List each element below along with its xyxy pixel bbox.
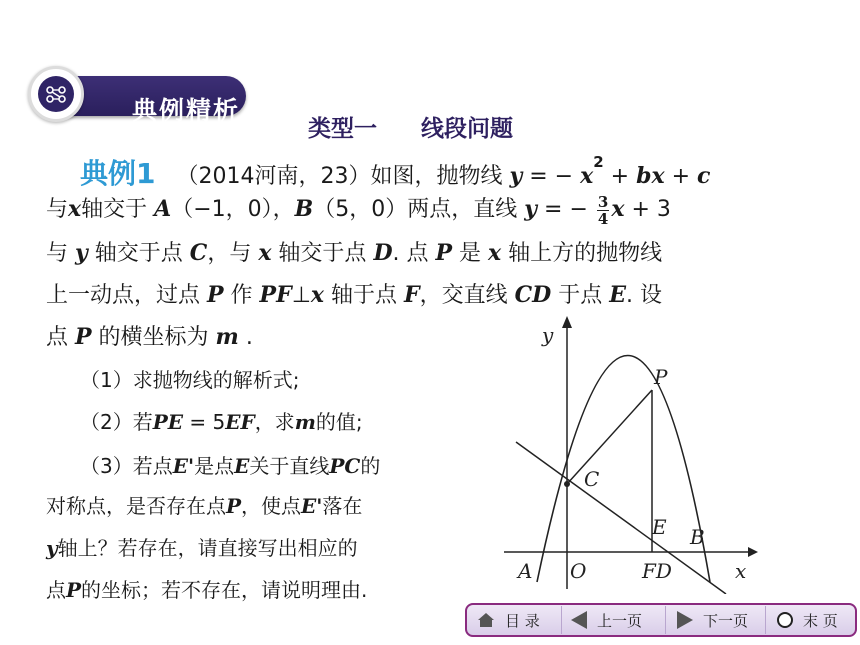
math-var: P: [226, 494, 242, 518]
label-point-a: A: [518, 559, 533, 583]
nav-separator: [765, 606, 766, 634]
example-label: 典例1: [80, 157, 156, 190]
math-var: y: [75, 240, 88, 266]
nav-separator: [561, 606, 562, 634]
last-page-label: 末 页: [803, 611, 838, 630]
text: 点: [46, 325, 75, 350]
last-page-button[interactable]: [777, 607, 838, 633]
problem-line-1: [80, 152, 710, 192]
text: ，使点: [241, 494, 302, 518]
text: +: [603, 164, 637, 189]
question-3-line-4: [46, 574, 367, 603]
label-point-e: E: [652, 515, 667, 539]
math-var: E': [172, 454, 195, 478]
problem-line-5: [46, 320, 253, 351]
text: ，交直线: [419, 283, 515, 308]
problem-line-2: [46, 192, 671, 227]
text: . 设: [626, 283, 663, 308]
section-badge: [28, 66, 250, 124]
math-var: x: [258, 240, 272, 266]
text: ⊥: [291, 283, 311, 308]
math-var: P: [435, 240, 453, 266]
text: +: [664, 164, 698, 189]
next-page-button[interactable]: [677, 607, 748, 633]
topic-label: 线段问题: [421, 116, 513, 142]
label-y-axis: y: [542, 323, 554, 347]
type-label: 类型一: [308, 116, 377, 142]
math-var: x: [580, 163, 594, 189]
arrow-left-icon: [571, 611, 587, 629]
math-var: x: [68, 196, 82, 222]
question-3: [80, 450, 380, 479]
label-point-b: B: [690, 525, 705, 549]
x-axis-arrow: [748, 547, 758, 557]
problem-source: （2014河南，23）: [176, 164, 371, 189]
text: 如图，抛物线: [370, 164, 510, 189]
math-var: y: [509, 163, 523, 189]
text: 轴于点: [324, 283, 405, 308]
toc-label: 目 录: [505, 611, 540, 630]
text: 是: [452, 241, 489, 266]
math-var: P: [75, 324, 92, 350]
question-2: [80, 406, 363, 435]
badge-circle: [28, 66, 84, 122]
math-var: y: [524, 196, 538, 222]
math-var: x: [611, 196, 625, 222]
text: 是点: [194, 454, 235, 478]
nav-separator: [665, 606, 666, 634]
text: 轴上方的抛物线: [501, 241, 663, 266]
text: 上一动点，过点: [46, 283, 207, 308]
math-var: D: [373, 240, 393, 266]
math-var: bx: [636, 163, 665, 189]
text: 轴交于点: [87, 241, 190, 266]
question-3-line-3: [46, 532, 358, 561]
text: （3）若点: [80, 454, 173, 478]
math-var: PE: [152, 410, 184, 434]
nav-bar: [465, 603, 857, 637]
math-var: CD: [514, 282, 552, 308]
math-var: c: [697, 163, 711, 189]
math-var: P: [66, 578, 82, 602]
math-var: m: [215, 324, 239, 350]
text: （2）若: [80, 410, 153, 434]
text: = −: [537, 197, 595, 222]
math-var: E': [301, 494, 323, 518]
line-cd: [516, 442, 726, 594]
exponent: 2: [593, 152, 604, 171]
fraction: [597, 194, 609, 227]
text: 落在: [322, 494, 363, 518]
label-points-fd: FD: [642, 559, 672, 583]
text: （5，0）两点，直线: [313, 197, 525, 222]
question-3-line-2: [46, 490, 362, 519]
text: 轴交于点: [271, 241, 374, 266]
math-var: PF: [259, 282, 292, 308]
text: = 5: [183, 410, 226, 434]
parabola-curve: [537, 356, 710, 583]
section-title: [308, 110, 557, 143]
math-var: B: [294, 196, 314, 222]
text: （−1，0），: [171, 197, 295, 222]
circle-icon: [777, 612, 793, 628]
text: 的坐标；若不存在，请说明理由.: [81, 578, 368, 602]
toc-button[interactable]: [477, 607, 540, 633]
problem-line-3: [46, 236, 662, 267]
label-point-p: P: [654, 365, 668, 389]
home-icon: [477, 612, 495, 628]
text: + 3: [624, 197, 671, 222]
text: 作: [223, 283, 260, 308]
text: 对称点，是否存在点: [46, 494, 226, 518]
fraction-denominator: 4: [597, 209, 609, 228]
text: .: [238, 325, 253, 350]
math-var: x: [310, 282, 325, 308]
text: 的: [360, 454, 381, 478]
math-var: P: [207, 282, 224, 308]
math-var: F: [404, 282, 420, 308]
text: = −: [522, 164, 581, 189]
math-var: PC: [329, 454, 361, 478]
text: 与: [46, 241, 75, 266]
math-var: x: [488, 240, 502, 266]
text: ，与: [207, 241, 259, 266]
label-point-c: C: [584, 467, 600, 491]
label-origin: O: [570, 559, 587, 583]
fraction-numerator: 3: [597, 192, 609, 211]
segment-pc: [567, 390, 652, 484]
math-var: E: [609, 282, 627, 308]
y-axis-arrow: [562, 316, 572, 328]
math-var: E: [234, 454, 250, 478]
math-var: EF: [225, 410, 255, 434]
text: 轴上？若存在，请直接写出相应的: [57, 536, 358, 560]
point-c-dot: [564, 481, 570, 487]
problem-line-4: [46, 278, 662, 309]
parabola-figure: [498, 314, 760, 594]
text: 于点: [551, 283, 610, 308]
text: 的横坐标为: [91, 325, 216, 350]
badge-label: 典例精析: [132, 96, 241, 125]
prev-page-label: 上一页: [597, 611, 643, 630]
text: 的值;: [315, 410, 363, 434]
text: . 点: [392, 241, 436, 266]
text: 与: [46, 197, 69, 222]
math-var: A: [154, 196, 172, 222]
math-var: C: [189, 240, 208, 266]
label-x-axis: x: [735, 559, 747, 583]
next-page-label: 下一页: [703, 611, 749, 630]
question-1: （1）求抛物线的解析式;: [80, 368, 300, 392]
text: 关于直线: [249, 454, 330, 478]
arrow-right-icon: [677, 611, 693, 629]
prev-page-button[interactable]: [571, 607, 642, 633]
text: 点: [46, 578, 66, 602]
network-icon: [38, 76, 74, 112]
math-var: y: [46, 536, 58, 560]
text: ，求: [254, 410, 295, 434]
math-var: m: [294, 410, 316, 434]
text: 轴交于: [81, 197, 155, 222]
